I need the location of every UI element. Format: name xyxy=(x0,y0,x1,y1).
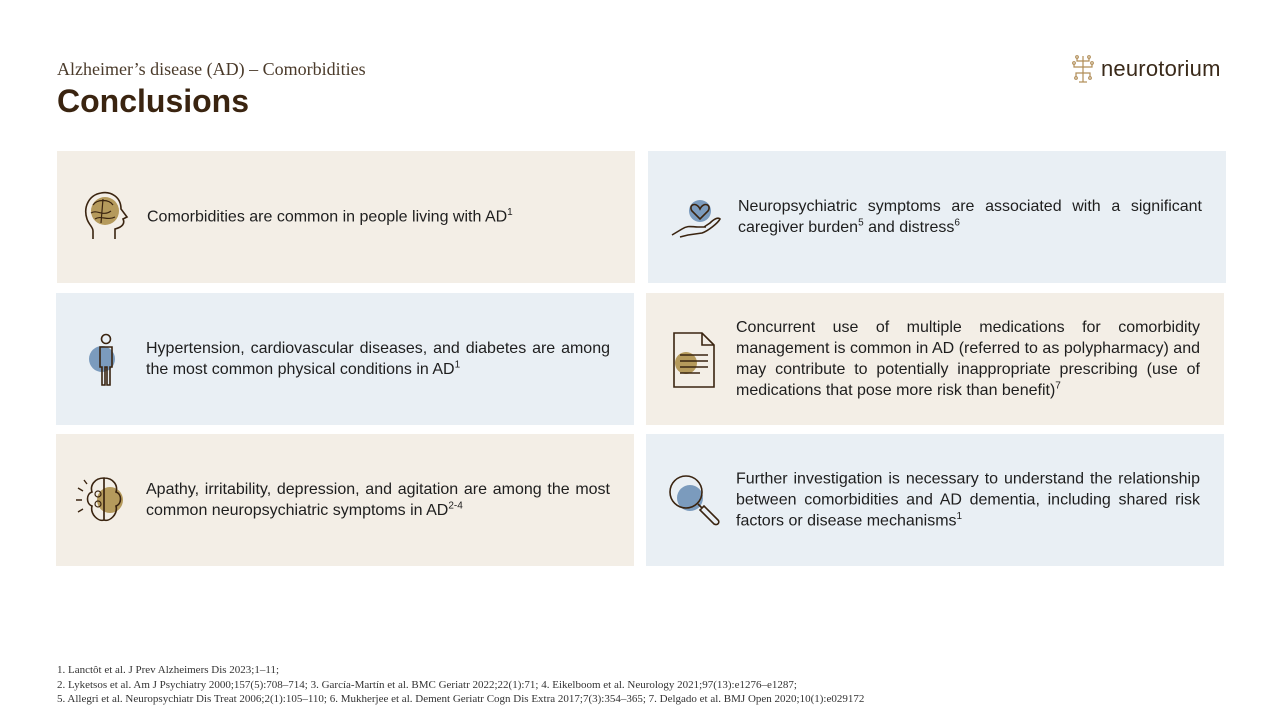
card-polypharmacy xyxy=(646,293,1224,425)
reference-line: 2. Lyketsos et al. Am J Psychiatry 2000;157(5):708–714; 3. García-Martín et al. BMC Geriatr 2022;22(1):71; 4. Eikelboom et al. Neurology 2021;97(13):e1276–e1287; xyxy=(57,678,797,691)
card-text: Further investigation is necessary to understand the relationship between comorbidities and AD dementia, including shared risk factors or disease mechanisms$^1$ xyxy=(736,470,1200,530)
card-text: Hypertension, cardiovascular diseases, and diabetes are among the most common physical conditions in $AD^1$ xyxy=(146,340,610,378)
hand-heart-icon xyxy=(666,187,726,247)
subtitle: Alzheimer’s disease (AD) – Comorbidities xyxy=(57,59,366,79)
card-caregiver-burden xyxy=(648,151,1226,283)
neurotorium-logo-icon xyxy=(1070,53,1096,85)
card-text: Apathy, irritability, depression, and agitation are among the most common neuropsychiatric symptoms in AD$^{2-4}$ xyxy=(146,481,610,519)
reference-line: 5. Allegri et al. Neuropsychiatr Dis Treat 2006;2(1):105–110; 6. Mukherjee et al. Dement Geriatr Cogn Dis Extra 2017;7(3):354–365; 7. Delgado et al. BMJ Open 2020;10(1):e029172 xyxy=(57,693,865,705)
brain-gears-icon xyxy=(74,470,134,530)
card-text: Concurrent use of multiple medications for comorbidity management is common in AD (referred to as polypharmacy) and may contribute to potentially inappropriate prescribing (use of medications that pose more risk than benefit)$^7$ xyxy=(736,319,1200,399)
card-text: Comorbidities are common in people living with $AD^1$ xyxy=(147,207,513,226)
card-physical-conditions xyxy=(56,293,634,425)
references xyxy=(57,663,864,707)
card-neuropsychiatric-symptoms xyxy=(56,434,634,566)
head-brain-icon xyxy=(75,187,135,247)
card-further-investigation xyxy=(646,434,1224,566)
person-icon xyxy=(74,329,134,389)
logo-text: neurotorium xyxy=(1101,56,1221,81)
magnifier-icon xyxy=(664,470,724,530)
document-icon xyxy=(664,329,724,389)
neurotorium-logo[interactable] xyxy=(1070,53,1221,85)
page-title: Conclusions xyxy=(57,83,250,119)
reference-line: 1. Lanctôt et al. J Prev Alzheimers Dis 2023;1–11; xyxy=(57,664,279,676)
card-comorbidities xyxy=(57,151,635,283)
card-text: Neuropsychiatric symptoms are associated with a significant caregiver burden$^5$ and distress$^6$ xyxy=(738,198,1202,236)
